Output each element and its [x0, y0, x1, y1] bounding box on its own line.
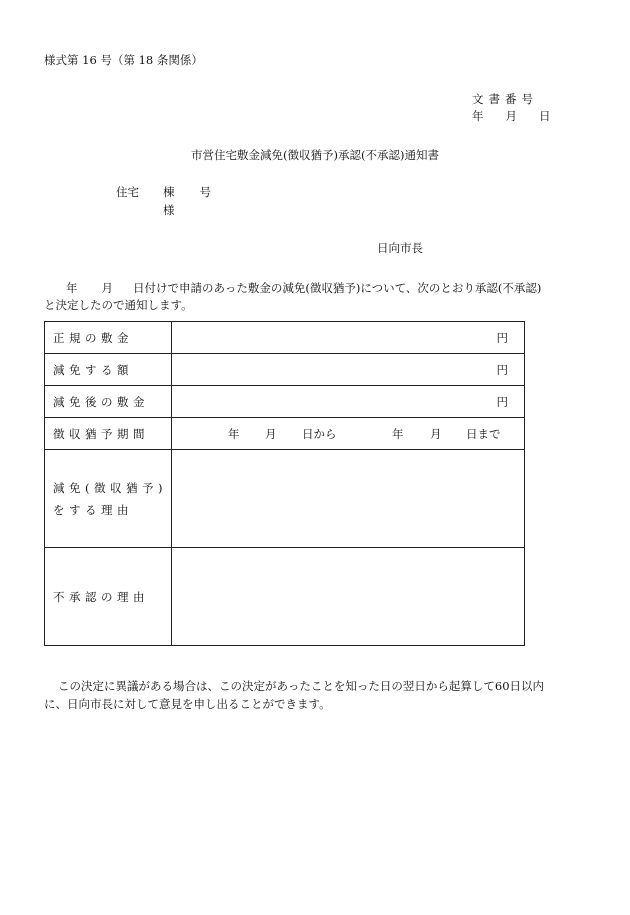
document-title: 市営住宅敷金減免(徴収猶予)承認(不承認)通知書 [191, 148, 439, 162]
row-label-rejection-reason: 不承認の理由 [45, 548, 172, 646]
body-month: 月 [101, 281, 113, 295]
table-row [45, 418, 525, 450]
issue-date-month: 月 [505, 109, 517, 123]
table-row [45, 322, 525, 354]
body-year: 年 [66, 281, 78, 295]
period-from-year: 年 [228, 427, 240, 441]
reduction-reason-label-line1: 減免(徴収猶予) [53, 480, 167, 495]
deposit-after-reduction-value: 円 [172, 386, 525, 418]
house-label: 住宅 [116, 185, 139, 199]
body-text-line1 [44, 281, 541, 295]
table-row [45, 548, 525, 646]
table-row [45, 450, 525, 548]
period-from-month: 月 [265, 427, 277, 441]
appeal-note-line1: この決定に異議がある場合は、この決定があったことを知った日の翌日から起算して60日以内 [58, 679, 545, 693]
honorific: 様 [163, 203, 175, 217]
document-number-label: 文書番号 [472, 92, 538, 106]
issue-date-day: 日 [539, 109, 551, 123]
sender-name: 日向市長 [377, 241, 423, 255]
row-label-deferral-period: 徴収猶予期間 [45, 418, 172, 450]
table-row [45, 354, 525, 386]
period-to-day: 日まで [466, 427, 501, 441]
rejection-reason-value [172, 548, 525, 646]
body-line1-text: 日付けで申請のあった敷金の減免(徴収猶予)について、次のとおり承認(不承認) [133, 281, 542, 295]
issue-date-year: 年 [472, 109, 484, 123]
deferral-period-value [172, 418, 525, 450]
row-label-regular-deposit: 正規の敷金 [45, 322, 172, 354]
row-label-deposit-after-reduction: 減免後の敷金 [45, 386, 172, 418]
row-label-reduction-amount: 減免する額 [45, 354, 172, 386]
addressee [116, 185, 211, 199]
regular-deposit-value: 円 [172, 322, 525, 354]
reduction-reason-label-line2: をする理由 [53, 502, 133, 517]
reduction-reason-value [172, 450, 525, 548]
appeal-note-line2: に、日向市長に対して意見を申し出ることができます。 [44, 697, 331, 711]
row-label-reduction-reason [45, 450, 172, 548]
body-text-line2: と決定したので通知します。 [44, 298, 193, 312]
table-row [45, 386, 525, 418]
period-from-day: 日から [302, 427, 337, 441]
reduction-amount-value: 円 [172, 354, 525, 386]
form-number: 様式第 16 号（第 18 条関係） [44, 53, 203, 67]
issue-date [472, 109, 551, 123]
building-label: 棟 [163, 185, 175, 199]
detail-table [44, 321, 525, 646]
period-to-month: 月 [430, 427, 442, 441]
number-label: 号 [199, 185, 211, 199]
period-to-year: 年 [392, 427, 404, 441]
